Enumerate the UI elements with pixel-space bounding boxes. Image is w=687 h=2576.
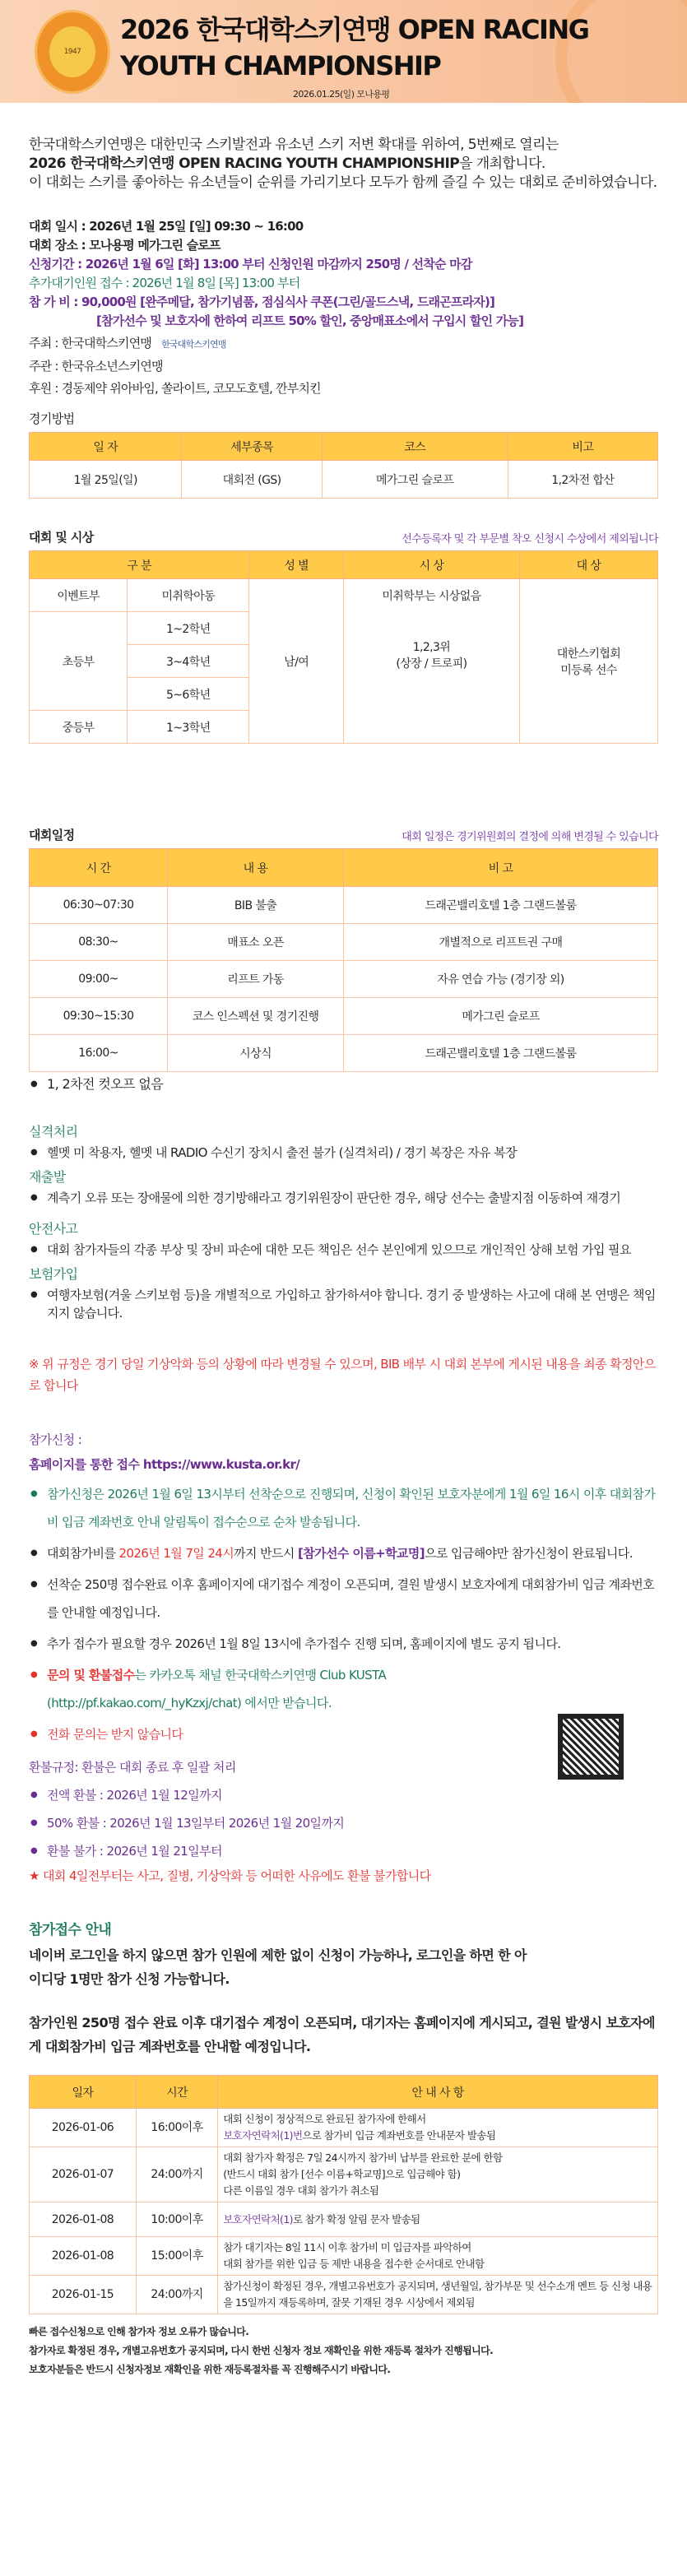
guide-paragraph: 네이버 로그인을 하지 않으면 참가 인원에 제한 없이 신청이 가능하나, 로그인을 하면 한 아이디당 1명만 참가 신청 가능합니다. bbox=[29, 1947, 527, 1987]
refund-title: 환불규정: 환불은 대회 종료 후 일괄 처리 bbox=[29, 1760, 236, 1775]
prize-note: 미취학부는 시상없음 bbox=[382, 590, 481, 603]
cell: 드래곤밸리호텔 1층 그랜드볼룸 bbox=[343, 1035, 657, 1072]
table-row bbox=[30, 887, 658, 924]
info-fee-discount: [참가선수 및 보호자에 한하여 리프트 50% 할인, 중앙매표소에서 구입시 할인 가능] bbox=[96, 313, 524, 328]
method-table bbox=[29, 432, 658, 499]
col-header: 내 용 bbox=[168, 849, 344, 887]
apply-section bbox=[29, 1426, 658, 1748]
table-row bbox=[30, 2202, 658, 2237]
cell: 16:00이후 bbox=[136, 2109, 217, 2147]
col-header: 비 고 bbox=[343, 849, 657, 887]
section-title: 경기방법 bbox=[29, 411, 75, 426]
event-info bbox=[29, 217, 658, 398]
line: 으로 참가비 입금 계좌번호를 안내문자 발송됨 bbox=[302, 2129, 496, 2142]
col-header: 세부종목 bbox=[182, 433, 322, 461]
inquiry-label: 문의 및 환불접수 bbox=[47, 1668, 135, 1683]
table-row bbox=[30, 2147, 658, 2202]
cutoff-note: ● 1, 2차전 컷오프 없음 bbox=[29, 1075, 658, 1093]
cell: 2026-01-07 bbox=[30, 2147, 137, 2202]
prize-cell bbox=[344, 579, 520, 744]
line: 대회 참가자 확정은 7일 24시까지 참가비 납부를 완료한 분에 한함 bbox=[223, 2151, 503, 2164]
line: 참가 대기자는 8일 11시 이후 참가비 미 입금자를 파악하여 bbox=[223, 2241, 471, 2253]
red-notice: ※ 위 규정은 경기 당일 기상악화 등의 상황에 따라 변경될 수 있으며, BIB 배부 시 대회 본부에 게시된 내용을 최종 확정안으로 합니다 bbox=[29, 1357, 656, 1393]
info-venue: 대회 장소 : 모나용평 메가그린 슬로프 bbox=[29, 238, 220, 253]
line: 대회 참가를 위한 입금 등 제반 내용을 접수한 순서대로 안내함 bbox=[223, 2258, 485, 2270]
cell: 중등부 bbox=[30, 711, 128, 744]
homepage-link[interactable]: 홈페이지를 통한 접수 https://www.kusta.or.kr/ bbox=[29, 1457, 300, 1472]
intro-line: 한국대학스키연맹은 대한민국 스키발전과 유소년 스키 저변 확대를 위하여, 5번째로 열리는 bbox=[29, 137, 559, 153]
cell: 2026-01-06 bbox=[30, 2109, 137, 2147]
logo-year: 1947 bbox=[49, 26, 95, 77]
cell: 09:00~ bbox=[30, 961, 168, 998]
section-note: 대회 일정은 경기위원회의 결정에 의해 변경될 수 있습니다 bbox=[402, 831, 658, 843]
guide-paragraph: 참가인원 250명 접수 완료 이후 대기접수 계정이 오픈되며, 대기자는 홈페이지에 게시되고, 결원 발생시 보호자에게 대회참가비 입금 계좌번호를 안내할 예정입니다. bbox=[29, 2015, 655, 2054]
cell: 08:30~ bbox=[30, 924, 168, 961]
cell: 초등부 bbox=[30, 612, 128, 711]
cell: 1월 25일(일) bbox=[30, 461, 182, 499]
info-host: 주최 : 한국대학스키연맹 bbox=[29, 336, 152, 350]
refund-warning: ★ 대회 4일전부터는 사고, 질병, 기상악화 등 어떠한 사유에도 환불 불가합니다 bbox=[29, 1868, 431, 1883]
info-date: 대회 일시 : 2026년 1월 25일 [일] 09:30 ~ 16:00 bbox=[29, 219, 304, 234]
col-header: 일 자 bbox=[30, 433, 182, 461]
footer-line: 참가자로 확정된 경우, 개별고유번호가 공지되며, 다시 한번 신청자 정보 재확인을 위한 재등록 절차가 진행됩니다. bbox=[29, 2345, 494, 2356]
title-line2: YOUTH CHAMPIONSHIP bbox=[120, 50, 441, 81]
intro-text bbox=[29, 136, 658, 193]
info-waitlist: 추가대기인원 접수 : 2026년 1월 8일 [목] 13:00 부터 bbox=[29, 276, 300, 290]
cell: 16:00~ bbox=[30, 1035, 168, 1072]
rule-text: ● 계측기 오류 또는 장애물에 의한 경기방해라고 경기위원장이 판단한 경우, 해당 선수는 출발지점 이동하여 재경기 bbox=[29, 1189, 658, 1207]
cell: 개별적으로 리프트권 구매 bbox=[343, 924, 657, 961]
cell: 06:30~07:30 bbox=[30, 887, 168, 924]
text: 대회참가비를 bbox=[47, 1546, 119, 1561]
rule-title: 안전사고 bbox=[29, 1221, 78, 1237]
col-header: 일자 bbox=[30, 2076, 137, 2109]
cell: 미취학아동 bbox=[128, 579, 249, 612]
cell bbox=[218, 2147, 658, 2202]
cell: 1,2차전 합산 bbox=[508, 461, 657, 499]
col-header: 대 상 bbox=[519, 551, 657, 579]
apply-bullet: ● 참가신청은 2026년 1월 6일 13시부터 선착순으로 진행되며, 신청이 확인된 보호자분에게 1월 6일 16시 이후 대회참가비 입금 계좌번호 안내 알림톡이 접수순으로 순차 발송됩니다. bbox=[29, 1480, 658, 1536]
target-line: 미등록 선수 bbox=[560, 663, 617, 677]
cell: 09:30~15:30 bbox=[30, 998, 168, 1035]
cell: 5~6학년 bbox=[128, 678, 249, 711]
cell: 24:00까지 bbox=[136, 2147, 217, 2202]
rule-text: ● 헬멧 미 착용자, 헬멧 내 RADIO 수신기 장치시 출전 불가 (실격처리) / 경기 복장은 자유 복장 bbox=[29, 1144, 658, 1162]
refund-item: ● 전액 환불 : 2026년 1월 12일까지 bbox=[29, 1783, 658, 1808]
event-date: 2026.01.25(일) 모나용평 bbox=[293, 89, 390, 100]
intro-line: 이 대회는 스키를 좋아하는 유소년들이 순위를 가리기보다 모두가 함께 즐길 수 있는 대회로 준비하였습니다. bbox=[29, 174, 657, 191]
section-note: 선수등록자 및 각 부문별 착오 신청시 수상에서 제외됩니다 bbox=[402, 533, 658, 545]
refund-item: ● 50% 환불 : 2026년 1월 13일부터 2026년 1월 20일까지 bbox=[29, 1811, 658, 1836]
apply-bullet: ● 선착순 250명 접수완료 이후 홈페이지에 대기접수 계정이 오픈되며, 결원 발생시 보호자에게 대회참가비 입금 계좌번호를 안내할 예정입니다. bbox=[29, 1571, 658, 1627]
cell: 1~2학년 bbox=[128, 612, 249, 645]
schedule-table bbox=[29, 848, 658, 1072]
apply-title: 참가신청 : bbox=[29, 1432, 82, 1447]
col-header: 시 간 bbox=[30, 849, 168, 887]
cell: 2026-01-15 bbox=[30, 2276, 137, 2314]
target-cell bbox=[519, 579, 657, 744]
info-period: 신청기간 : 2026년 1월 6일 [화] 13:00 부터 신청인원 마감까지 250명 / 선착순 마감 bbox=[29, 257, 472, 272]
cell: 자유 연습 가능 (경기장 외) bbox=[343, 961, 657, 998]
cell: 10:00이후 bbox=[136, 2202, 217, 2237]
footer-line: 보호자분들은 반드시 신청자정보 재확인을 위한 재등록절차를 꼭 진행해주시기 바랍니다. bbox=[29, 2364, 391, 2375]
cell: 참가신청이 확정된 경우, 개별고유번호가 공지되며, 생년월일, 참가부문 및 선수소개 멘트 등 신청 내용을 15일까지 재등록하며, 잘못 기재된 경우 시상에서 제외됨 bbox=[218, 2276, 658, 2314]
awards-table bbox=[29, 550, 658, 744]
col-header: 안 내 사 항 bbox=[218, 2076, 658, 2109]
col-header: 성 별 bbox=[249, 551, 344, 579]
col-header: 시간 bbox=[136, 2076, 217, 2109]
apply-bullet: ● 전화 문의는 받지 않습니다 bbox=[29, 1720, 658, 1748]
rules bbox=[29, 1121, 658, 1322]
cell: 메가그린 슬로프 bbox=[343, 998, 657, 1035]
host-logo: 한국대학스키연맹 bbox=[161, 339, 226, 350]
info-organizer: 주관 : 한국유소년스키연맹 bbox=[29, 359, 163, 374]
cell bbox=[218, 2202, 658, 2237]
rule-title: 실격처리 bbox=[29, 1124, 78, 1139]
cell bbox=[218, 2237, 658, 2276]
title-line1: 2026 한국대학스키연맹 OPEN RACING bbox=[120, 14, 589, 45]
cell: 메가그린 슬로프 bbox=[322, 461, 508, 499]
table-row bbox=[30, 961, 658, 998]
footer-line: 빠른 접수신청으로 인해 참가자 정보 오류가 많습니다. bbox=[29, 2326, 249, 2337]
kakao-channel-link[interactable]: 는 카카오톡 채널 한국대학스키연맹 Club KUSTA (http://pf.kakao.com/_hyKzxj/chat) 에서만 받습니다. bbox=[47, 1668, 387, 1710]
cell: 남/여 bbox=[249, 579, 344, 744]
apply-bullet bbox=[29, 1661, 658, 1717]
rule-title: 보험가입 bbox=[29, 1266, 78, 1282]
cell: 리프트 가동 bbox=[168, 961, 344, 998]
col-header: 코스 bbox=[322, 433, 508, 461]
target-line: 대한스키협회 bbox=[556, 647, 621, 661]
guide-section bbox=[29, 1918, 658, 2379]
text: 까지 반드시 bbox=[234, 1546, 298, 1561]
table-row bbox=[30, 1035, 658, 1072]
apply-bullet: ● 추가 접수가 필요할 경우 2026년 1월 8일 13시에 추가접수 진행 되며, 홈페이지에 별도 공지 됩니다. bbox=[29, 1630, 658, 1658]
table-row bbox=[30, 2237, 658, 2276]
association-logo bbox=[35, 10, 110, 94]
table-row bbox=[30, 998, 658, 1035]
cell: 15:00이후 bbox=[136, 2237, 217, 2276]
cell: 코스 인스펙션 및 경기진행 bbox=[168, 998, 344, 1035]
col-header: 비고 bbox=[508, 433, 657, 461]
table-row bbox=[30, 2109, 658, 2147]
line: 다른 이름일 경우 대회 참가가 취소됨 bbox=[223, 2184, 379, 2197]
apply-bullet bbox=[29, 1539, 658, 1567]
prize-main: 1,2,3위 bbox=[412, 641, 451, 654]
cell: BIB 불출 bbox=[168, 887, 344, 924]
method-heading bbox=[29, 410, 658, 427]
footer-notes bbox=[29, 2323, 658, 2379]
cell: 대회전 (GS) bbox=[182, 461, 322, 499]
cell: 2026-01-08 bbox=[30, 2202, 137, 2237]
cell: 1~3학년 bbox=[128, 711, 249, 744]
cell: 24:00까지 bbox=[136, 2276, 217, 2314]
highlight: 보호자연락처(1) bbox=[223, 2212, 293, 2226]
cell: 시상식 bbox=[168, 1035, 344, 1072]
info-fee: 참 가 비 : 90,000원 [완주메달, 참가기념품, 점심식사 쿠폰(그린/골드스낵, 드래곤프라자)] bbox=[29, 295, 495, 309]
prize-sub: (상장 / 트로피) bbox=[396, 657, 467, 671]
guide-table bbox=[29, 2075, 658, 2314]
banner-header bbox=[0, 0, 687, 103]
section-title: 대회 및 시상 bbox=[29, 530, 94, 545]
info-sponsor: 후원 : 경동제약 위아바임, 쏠라이트, 코모도호텔, 깐부치킨 bbox=[29, 381, 321, 396]
intro-event-name: 2026 한국대학스키연맹 OPEN RACING YOUTH CHAMPIONSHIP bbox=[29, 155, 460, 172]
section-title: 대회일정 bbox=[29, 828, 75, 842]
cell bbox=[218, 2109, 658, 2147]
table-row bbox=[30, 2276, 658, 2314]
text: 으로 입금해야만 참가신청이 완료됩니다. bbox=[425, 1546, 633, 1561]
line: (반드시 대회 참가 [선수 이름+학교명]으로 입금해야 함) bbox=[223, 2168, 461, 2180]
col-header: 구 분 bbox=[30, 551, 249, 579]
line: 대회 신청이 정상적으로 완료된 참가자에 한해서 bbox=[223, 2113, 426, 2125]
col-header: 시 상 bbox=[344, 551, 520, 579]
cell: 2026-01-08 bbox=[30, 2237, 137, 2276]
cell: 드래곤밸리호텔 1층 그랜드볼룸 bbox=[343, 887, 657, 924]
table-row bbox=[30, 924, 658, 961]
cell: 이벤트부 bbox=[30, 579, 128, 612]
deposit-name: [참가선수 이름+학교명] bbox=[297, 1546, 425, 1561]
deadline: 2026년 1월 7일 24시 bbox=[118, 1546, 234, 1561]
rule-title: 재출발 bbox=[29, 1169, 66, 1185]
line: 로 참가 확정 알림 문자 발송됨 bbox=[292, 2212, 420, 2226]
rule-text: ● 대회 참가자들의 각종 부상 및 장비 파손에 대한 모든 책임은 선수 본인에게 있으므로 개인적인 상해 보험 가입 필요 bbox=[29, 1241, 658, 1259]
highlight: 보호자연락처(1)번 bbox=[223, 2129, 303, 2142]
guide-title: 참가접수 안내 bbox=[29, 1922, 112, 1938]
intro-line: 을 개최합니다. bbox=[459, 155, 545, 172]
cell: 매표소 오픈 bbox=[168, 924, 344, 961]
refund-item: ● 환불 불가 : 2026년 1월 21일부터 bbox=[29, 1839, 658, 1864]
cell: 3~4학년 bbox=[128, 645, 249, 678]
rule-text: ● 여행자보험(겨울 스키보험 등)을 개별적으로 가입하고 참가하셔야 합니다. 경기 중 발생하는 사고에 대해 본 연맹은 책임지지 않습니다. bbox=[29, 1286, 658, 1322]
event-title bbox=[120, 12, 588, 84]
